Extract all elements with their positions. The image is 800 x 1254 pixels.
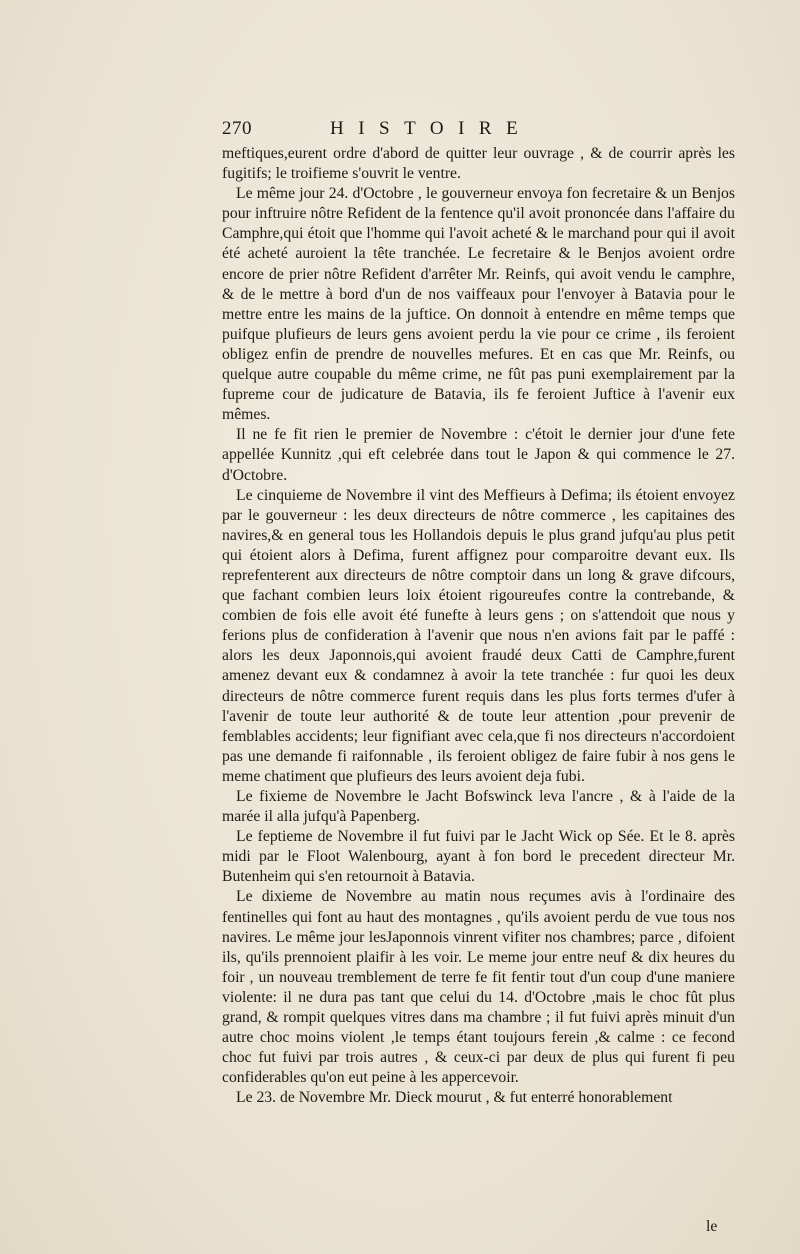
body-text bbox=[222, 144, 735, 1109]
page-header bbox=[222, 118, 752, 142]
running-title: HISTOIRE bbox=[330, 118, 533, 139]
page-number: 270 bbox=[222, 118, 252, 139]
paragraph: Le fixieme de Novembre le Jacht Bofswinck leva l'ancre , & à l'aide de la marée il alla jufqu'à Papenberg. bbox=[222, 788, 735, 826]
catchword: le bbox=[706, 1218, 718, 1235]
paragraph: Le dixieme de Novembre au matin nous reçumes avis à l'ordinaire des fentinelles qui font au haut des montagnes , qu'ils avoient perdu de vue tous nos navires. Le même jour lesJaponnois vinrent vifiter nos chambres; parce , difoient ils, qu'ils prennoient plaifir à les voir. Le meme jour entre neuf & dix heures du foir , un nouveau tremblement de terre fe fit fentir tout d'un coup d'une maniere violente: il ne dura pas tant que celui du 14. d'Octobre ,mais le choc fût plus grand, & rompit quelques vitres dans ma chambre ; il fut fuivi après minuit d'un autre choc moins violent ,le temps étant toujours ferein ,& calme : ce fecond choc fut fuivi par trois autres , & ceux-ci par deux de plus qui furent fi peu confiderables qu'on eut peine à les appercevoir. bbox=[222, 888, 735, 1087]
paragraph: Le même jour 24. d'Octobre , le gouverneur envoya fon fecretaire & un Benjos pour inftruire nôtre Refident de la fentence qu'il avoit prononcée dans l'affaire du Camphre,qui étoit que l'homme qui l'avoit acheté & le marchand pour qui il avoit été acheté auroient la tête tranchée. Le fecretaire & le Benjos avoient ordre encore de prier nôtre Refident d'arrêter Mr. Reinfs, qui avoit vendu le camphre, & de le mettre à bord d'un de nos vaiffeaux pour l'envoyer à Batavia pour le mettre entre les mains de la juftice. On donnoit à entendre en même temps que puifque plufieurs de leurs gens avoient perdu la vie pour ce crime , ils feroient obligez enfin de prendre de nouvelles mefures. Et en cas que Mr. Reinfs, ou quelque autre coupable du même crime, ne fût pas puni exemplairement par la fupreme cour de judicature de Batavia, ils fe feroient Juftice à l'avenir eux mêmes. bbox=[222, 185, 735, 424]
paragraph: Le feptieme de Novembre il fut fuivi par le Jacht Wick op Sée. Et le 8. après midi par le Floot Walenbourg, ayant à fon bord le precedent directeur Mr. Butenheim qui s'en retournoit à Batavia. bbox=[222, 828, 735, 886]
paragraph: Il ne fe fit rien le premier de Novembre : c'étoit le dernier jour d'une fete appellée Kunnitz ,qui eft celebrée dans tout le Japon & qui commence le 27. d'Octobre. bbox=[222, 426, 735, 484]
paragraph: meftiques,eurent ordre d'abord de quitter leur ouvrage , & de courrir après les fugitifs; le troifieme s'ouvrit le ventre. bbox=[222, 145, 735, 183]
paragraph: Le cinquieme de Novembre il vint des Meffieurs à Defima; ils étoient envoyez par le gouverneur : les deux directeurs de nôtre commerce , les capitaines des navires,& en general tous les Hollandois depuis le plus grand jufqu'au plus petit qui étoient alors à Defima, furent affignez pour comparoitre devant eux. Ils reprefenterent aux directeurs de nôtre comptoir dans un long & grave difcours, que fachant combien leurs loix étoient rigoureufes contre la contrebande, & combien de fois elle avoit été funefte à leurs gens ; on s'attendoit que nous y ferions plus de confideration à l'avenir que nous n'en avions fait par le paffé : alors les deux Japonnois,qui avoient fraudé deux Catti de Camphre,furent amenez devant eux & condamnez à avoir la tete tranchée : fur quoi les deux directeurs de nôtre commerce furent requis dans les plus forts termes d'ufer à l'avenir de toute leur authorité & de toute leur attention ,pour prevenir de femblables accidents; leur fignifiant avec cela,que fi nos directeurs n'accordoient pas une demande fi raifonnable , ils feroient obligez de faire fubir à nos gens le meme chatiment que plufieurs des leurs avoient deja fubi. bbox=[222, 486, 735, 785]
paragraph: Le 23. de Novembre Mr. Dieck mourut , & fut enterré honorablement bbox=[236, 1089, 673, 1107]
